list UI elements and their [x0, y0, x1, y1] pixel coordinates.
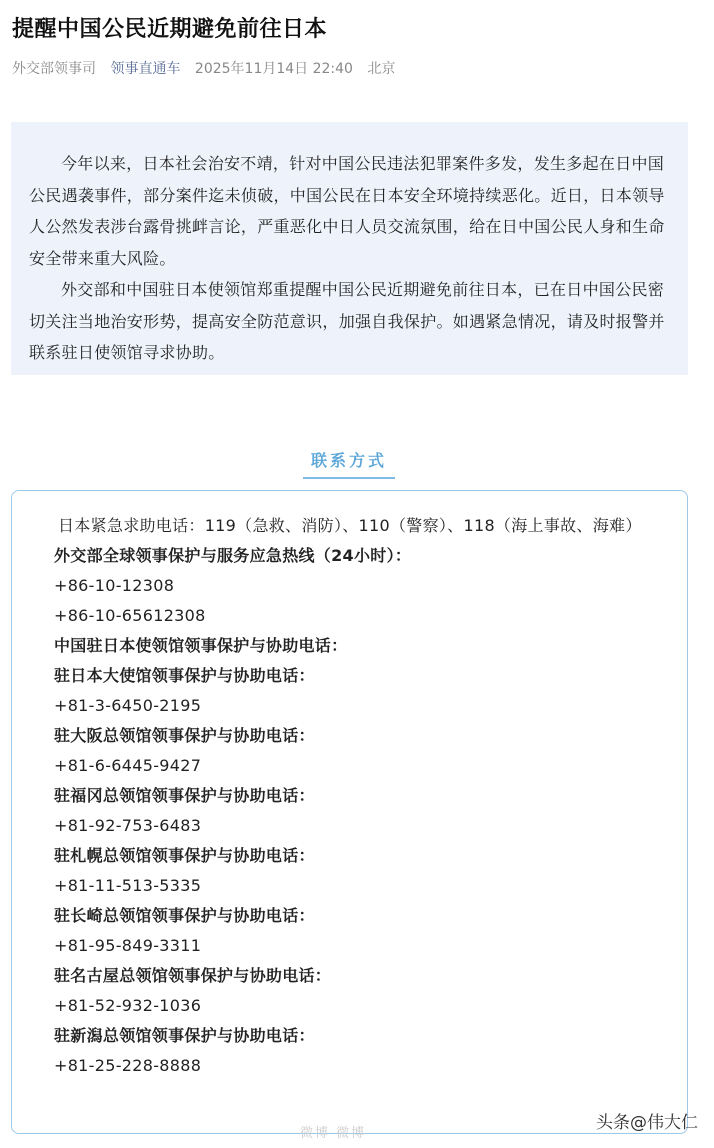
mission-phone[interactable]: +81-92-753-6483	[54, 816, 202, 835]
mission-label: 驻福冈总领馆领事保护与协助电话：	[54, 786, 315, 805]
mission-phone[interactable]: +81-6-6445-9427	[54, 756, 202, 775]
mission-phone[interactable]: +81-3-6450-2195	[54, 696, 202, 715]
column-link[interactable]: 领事直通车	[110, 61, 181, 77]
weibo-watermark: 微博 微博	[300, 1126, 367, 1141]
mfa-phone[interactable]: +86-10-12308	[54, 576, 175, 595]
mission-label: 驻名古屋总领馆领事保护与协助电话：	[54, 966, 332, 985]
article-meta	[12, 58, 405, 78]
article-title: 提醒中国公民近期避免前往日本	[12, 17, 328, 42]
emergency-numbers: 日本紧急求助电话：119（急救、消防）、110（警察）、118（海上事故、海难）	[58, 516, 642, 535]
mfa-phone[interactable]: +86-10-65612308	[54, 606, 206, 625]
publish-location: 北京	[367, 61, 396, 77]
notice-paragraph: 外交部和中国驻日本使领馆郑重提醒中国公民近期避免前往日本，已在日中国公民密切关注当地治安形势，提高安全防范意识，加强自我保护。如遇紧急情况，请及时报警并联系驻日使领馆寻求协助。	[29, 280, 665, 362]
contact-heading: 联系方式	[303, 448, 395, 479]
contact-box	[11, 490, 688, 1134]
publish-datetime: 2025年11月14日 22:40	[194, 61, 353, 77]
toutiao-brand: 头条@伟大仁	[596, 1113, 698, 1133]
mission-label: 驻札幌总领馆领事保护与协助电话：	[54, 846, 315, 865]
mission-label: 驻日本大使馆领事保护与协助电话：	[54, 666, 315, 685]
mfa-hotline-label: 外交部全球领事保护与服务应急热线（24小时）：	[54, 546, 412, 565]
mission-label: 驻新潟总领馆领事保护与协助电话：	[54, 1026, 315, 1045]
mission-label: 驻大阪总领馆领事保护与协助电话：	[54, 726, 315, 745]
mission-phone[interactable]: +81-95-849-3311	[54, 936, 202, 955]
notice-box	[11, 122, 688, 375]
mission-label: 驻长崎总领馆领事保护与协助电话：	[54, 906, 315, 925]
mission-phone[interactable]: +81-11-513-5335	[54, 876, 202, 895]
mission-phone[interactable]: +81-52-932-1036	[54, 996, 202, 1015]
missions-label: 中国驻日本使领馆领事保护与协助电话：	[54, 636, 348, 655]
notice-paragraph: 今年以来，日本社会治安不靖，针对中国公民违法犯罪案件多发，发生多起在日中国公民遇袭事件，部分案件迄未侦破，中国公民在日本安全环境持续恶化。近日，日本领导人公然发表涉台露骨挑衅言论，严重恶化中日人员交流氛围，给在日中国公民人身和生命安全带来重大风险。	[29, 154, 665, 268]
mission-phone[interactable]: +81-25-228-8888	[54, 1056, 202, 1075]
source-label: 外交部领事司	[12, 61, 96, 77]
